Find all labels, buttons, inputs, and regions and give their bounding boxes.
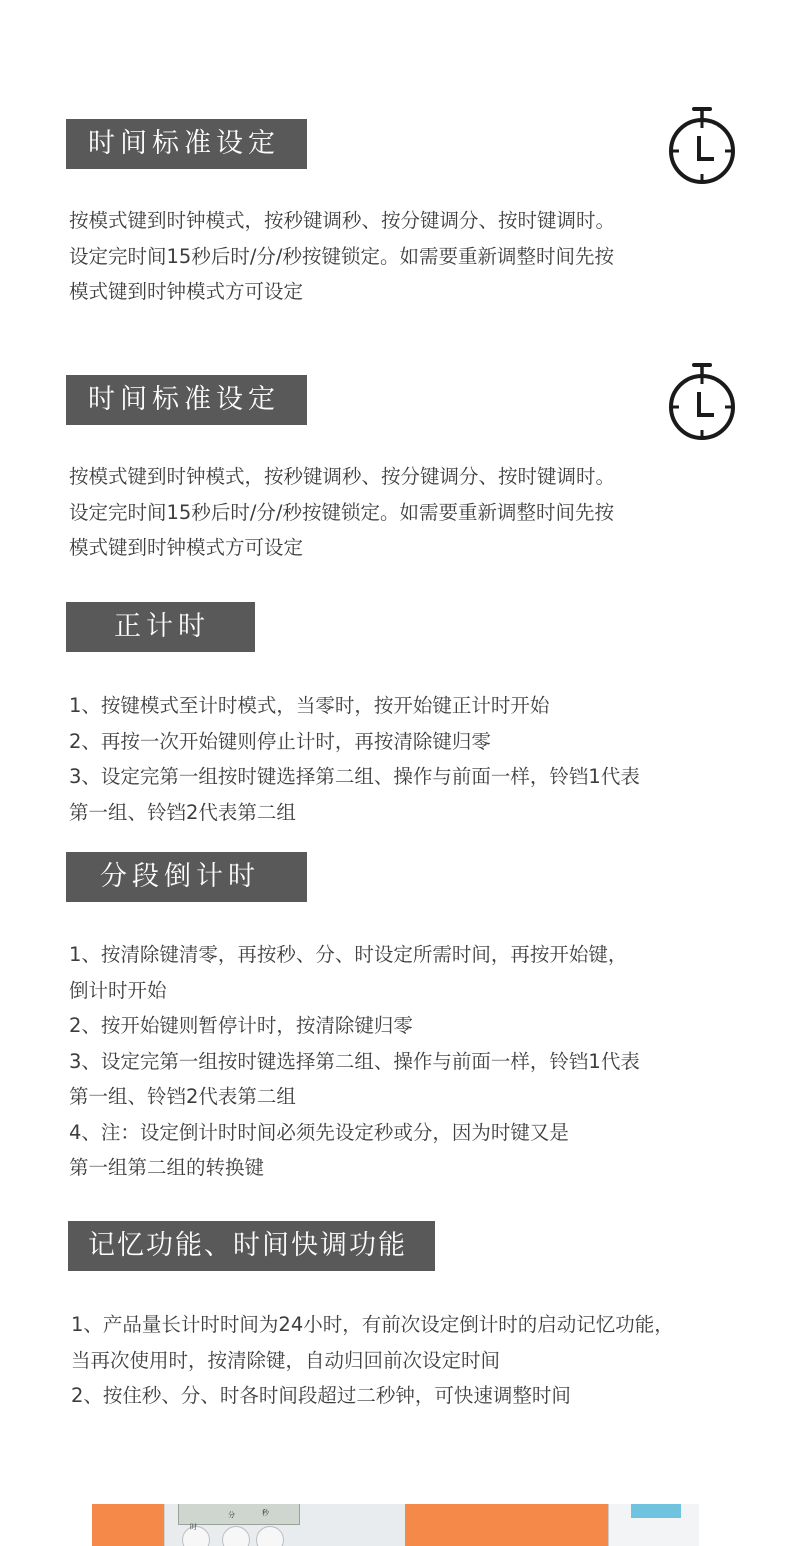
section-heading-time-setting-2: 时间标准设定 — [66, 375, 307, 425]
text-line: 2、按开始键则暂停计时，按清除键归零 — [69, 1014, 413, 1037]
minute-button-label: 分 — [228, 1511, 235, 1519]
text-line: 模式键到时钟模式方可设定 — [69, 536, 304, 559]
text-line: 模式键到时钟模式方可设定 — [69, 280, 304, 303]
text-line: 4、注：设定倒计时时间必须先设定秒或分，因为时键又是 — [69, 1120, 569, 1144]
text-line: 1、产品量长计时时间为24小时，有前次设定倒计时的启动记忆功能， — [71, 1313, 674, 1336]
product-photo — [92, 1504, 699, 1546]
text-line: 2、按住秒、分、时各时间段超过二秒钟，可快速调整时间 — [71, 1384, 571, 1407]
text-line: 设定完时间15秒后时/分/秒按键锁定。如需要重新调整时间先按 — [69, 500, 614, 524]
text-line: 按模式键到时钟模式，按秒键调秒、按分键调分、按时键调时。 — [69, 465, 616, 488]
text-line: 按模式键到时钟模式，按秒键调秒、按分键调分、按时键调时。 — [69, 209, 616, 232]
text-line: 当再次使用时，按清除键，自动归回前次设定时间 — [71, 1348, 501, 1372]
section-paragraph-memory-quick-adjust — [71, 1307, 761, 1414]
hour-button-label: 时 — [190, 1523, 197, 1531]
text-line: 3、设定完第一组按时键选择第二组、操作与前面一样，铃铛1代表 — [69, 1049, 640, 1073]
text-line: 1、按清除键清零，再按秒、分、时设定所需时间，再按开始键， — [69, 943, 628, 966]
section-heading-time-setting-1: 时间标准设定 — [66, 119, 307, 169]
text-line: 1、按键模式至计时模式，当零时，按开始键正计时开始 — [69, 694, 550, 717]
section-paragraph-time-setting-1 — [69, 203, 759, 310]
second-button-label: 秒 — [262, 1509, 269, 1517]
section-paragraph-count-up — [69, 688, 759, 830]
text-line: 第一组、铃铛2代表第二组 — [69, 1085, 296, 1108]
text-line: 2、再按一次开始键则停止计时，再按清除键归零 — [69, 729, 491, 753]
text-line: 倒计时开始 — [69, 978, 167, 1002]
text-line: 设定完时间15秒后时/分/秒按键锁定。如需要重新调整时间先按 — [69, 244, 614, 268]
text-line: 第一组第二组的转换键 — [69, 1156, 265, 1179]
minute-button — [222, 1526, 250, 1546]
stopwatch-icon — [666, 106, 738, 186]
section-paragraph-time-setting-2 — [69, 459, 759, 566]
text-line: 第一组、铃铛2代表第二组 — [69, 800, 296, 824]
second-device-screen — [631, 1504, 681, 1518]
section-heading-count-up: 正计时 — [66, 602, 255, 652]
section-paragraph-countdown — [69, 937, 759, 1186]
text-line: 3、设定完第一组按时键选择第二组、操作与前面一样，铃铛1代表 — [69, 765, 640, 788]
stopwatch-icon — [666, 362, 738, 442]
second-button — [256, 1526, 284, 1546]
section-heading-countdown: 分段倒计时 — [66, 852, 307, 902]
section-heading-memory-quick-adjust: 记忆功能、时间快调功能 — [68, 1221, 435, 1271]
